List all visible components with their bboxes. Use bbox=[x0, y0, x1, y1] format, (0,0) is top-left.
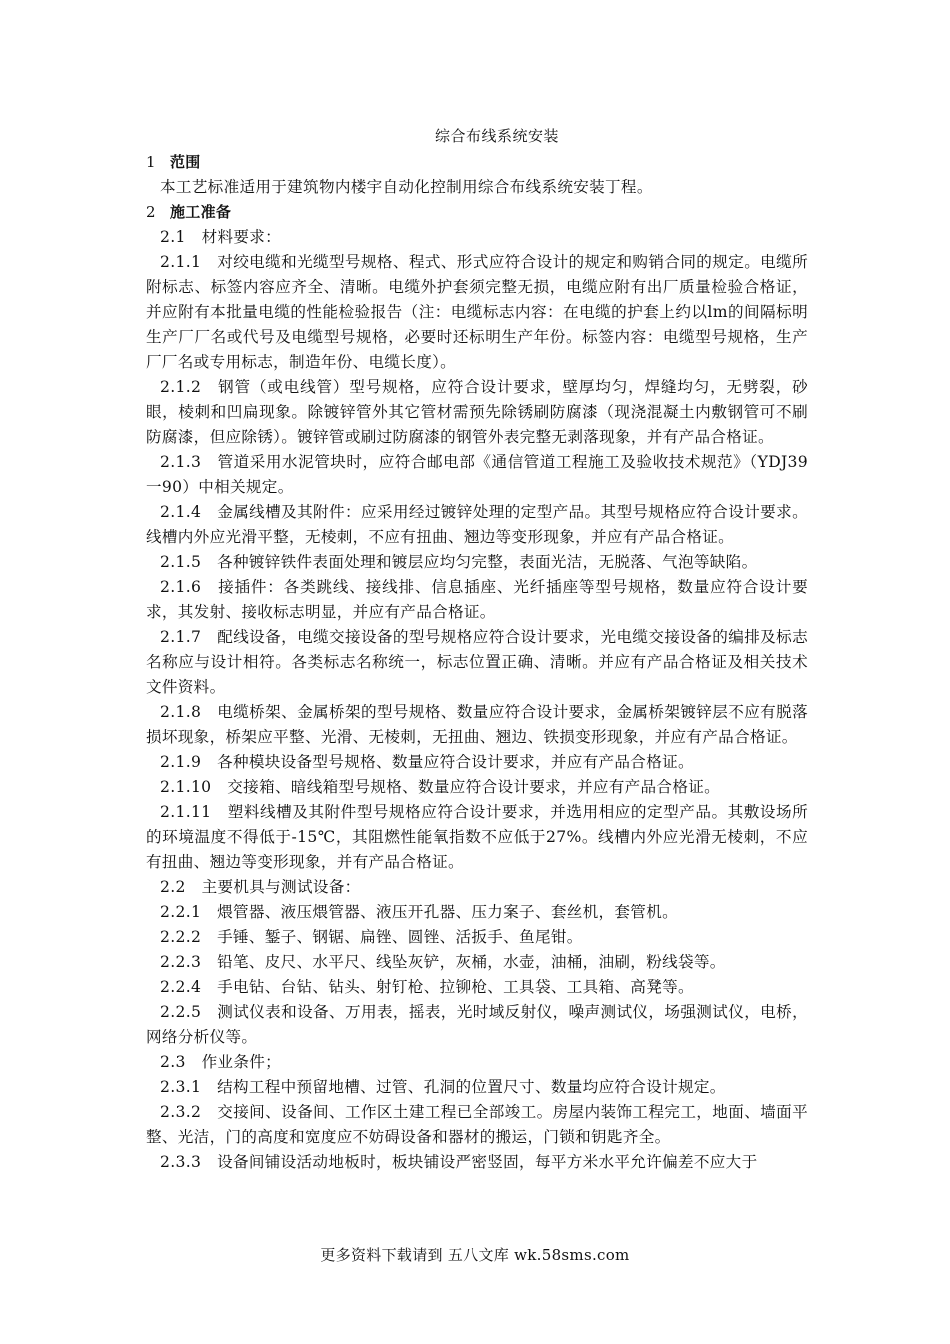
paragraph: 2.1.11 塑料线槽及其附件型号规格应符合设计要求，并选用相应的定型产品。其敷设场所的环境温度不得低于-15℃，其阻燃性能氧指数不应低于27%。线槽内外应光滑无棱刺，不应有扭曲、翘边等变形现象，并有产品合格证。 bbox=[146, 803, 808, 871]
paragraph: 2.1.9 各种模块设备型号规格、数量应符合设计要求，并应有产品合格证。 bbox=[160, 753, 694, 771]
paragraph: 2.3.1 结构工程中预留地槽、过管、孔洞的位置尺寸、数量均应符合设计规定。 bbox=[160, 1078, 726, 1096]
paragraph: 2.1.5 各种镀锌铁件表面处理和镀层应均匀完整，表面光洁，无脱落、气泡等缺陷。 bbox=[160, 553, 758, 571]
paragraph: 2.1.10 交接箱、暗线箱型号规格、数量应符合设计要求，并应有产品合格证。 bbox=[160, 778, 720, 796]
paragraph: 2.2.5 测试仪表和设备、万用表，摇表，光时域反射仪，噪声测试仪，场强测试仪，电桥，网络分析仪等。 bbox=[146, 1003, 808, 1046]
paragraph: 2.1.3 管道采用水泥管块时，应符合邮电部《通信管道工程施工及验收技术规范》（YDJ39一90）中相关规定。 bbox=[146, 453, 808, 496]
section-heading-1 bbox=[146, 150, 808, 175]
paragraph: 2.2.3 铅笔、皮尺、水平尺、线坠灰铲，灰桶，水壶，油桶，油刷，粉线袋等。 bbox=[160, 953, 726, 971]
paragraph: 2.1 材料要求： bbox=[160, 228, 282, 246]
section-number: 1 bbox=[146, 153, 156, 171]
paragraph: 2.2.2 手锤、錾子、钢锯、扁锉、圆锉、活扳手、鱼尾钳。 bbox=[160, 928, 583, 946]
paragraph: 2.1.4 金属线槽及其附件：应采用经过镀锌处理的定型产品。其型号规格应符合设计要求。线槽内外应光滑平整，无棱刺，不应有扭曲、翘边等变形现象，并应有产品合格证。 bbox=[146, 503, 808, 546]
document-title: 综合布线系统安装 bbox=[434, 127, 559, 145]
paragraph: 2.3 作业条件； bbox=[160, 1053, 282, 1071]
section-number: 2 bbox=[146, 203, 156, 221]
paragraph-scope: 本工艺标准适用于建筑物内楼宇自动化控制用综合布线系统安装丁程。 bbox=[160, 178, 653, 196]
paragraph: 2.3.3 设备间铺设活动地板时，板块铺设严密竖固，每平方米水平允许偏差不应大于 bbox=[160, 1153, 758, 1171]
document-page bbox=[146, 124, 808, 1175]
paragraph: 2.1.1 对绞电缆和光缆型号规格、程式、形式应符合设计的规定和购销合同的规定。电缆所附标志、标签内容应齐全、清晰。电缆外护套须完整无损，电缆应附有出厂质量检验合格证，并应附有本批量电缆的性能检验报告（注：电缆标志内容：在电缆的护套上约以lm的间隔标明生产厂厂名或代号及电缆型号规格，必要时还标明生产年份。标签内容：电缆型号规格，生产厂厂名或专用标志，制造年份、电缆长度）。 bbox=[146, 253, 808, 371]
footer-watermark-text: 更多资料下载请到 五八文库 wk.58sms.com bbox=[320, 1246, 630, 1264]
paragraph: 2.1.2 钢管（或电线管）型号规格，应符合设计要求，壁厚均匀，焊缝均匀，无劈裂，砂眼，棱刺和凹扁现象。除镀锌管外其它管材需预先除锈刷防腐漆（现浇混凝土内敷钢管可不刷防腐漆，但应除锈）。镀锌管或刷过防腐漆的钢管外表完整无剥落现象，并有产品合格证。 bbox=[146, 378, 808, 446]
paragraph: 2.3.2 交接间、设备间、工作区土建工程已全部竣工。房屋内装饰工程完工，地面、墙面平整、光洁，门的高度和宽度应不妨碍设备和器材的搬运，门锁和钥匙齐全。 bbox=[146, 1103, 808, 1146]
paragraph: 2.2 主要机具与测试设备： bbox=[160, 878, 361, 896]
paragraph: 2.2.4 手电钻、台钻、钻头、射钉枪、拉铆枪、工具袋、工具箱、高凳等。 bbox=[160, 978, 694, 996]
section-heading-2 bbox=[146, 200, 808, 225]
section-title: 范围 bbox=[170, 153, 201, 171]
paragraph: 2.1.7 配线设备，电缆交接设备的型号规格应符合设计要求，光电缆交接设备的编排及标志名称应与设计相符。各类标志名称统一，标志位置正确、清晰。并应有产品合格证及相关技术文件资料。 bbox=[146, 628, 808, 696]
paragraph: 2.2.1 煨管器、液压煨管器、液压开孔器、压力案子、套丝机，套管机。 bbox=[160, 903, 678, 921]
section-title: 施工准备 bbox=[170, 203, 232, 221]
paragraph: 2.1.8 电缆桥架、金属桥架的型号规格、数量应符合设计要求，金属桥架镀锌层不应有脱落损坏现象，桥架应平整、光滑、无棱刺，无扭曲、翘边、铁损变形现象，并应有产品合格证。 bbox=[146, 703, 808, 746]
paragraph: 2.1.6 接插件：各类跳线、接线排、信息插座、光纤插座等型号规格，数量应符合设计要求，其发射、接收标志明显，并应有产品合格证。 bbox=[146, 578, 808, 621]
